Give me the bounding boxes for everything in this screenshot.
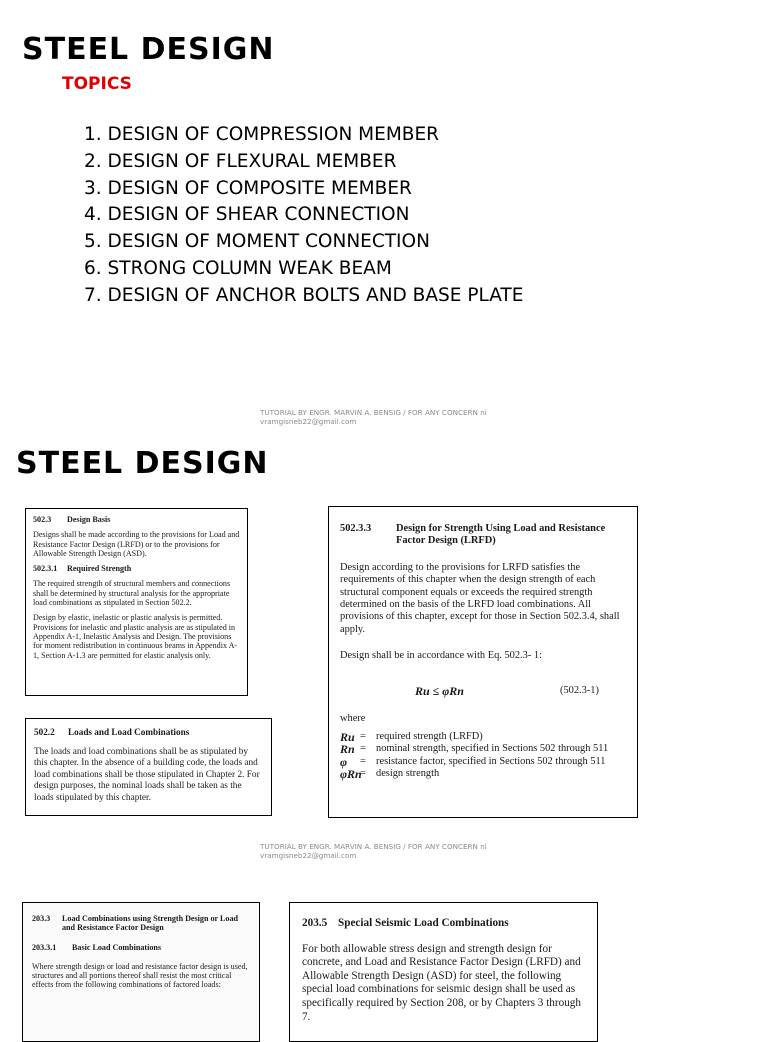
section-number: 203.5: [302, 917, 328, 929]
definition-row: φ = resistance factor, specified in Sections 502 through 511: [340, 756, 627, 768]
paragraph: Design by elastic, inelastic or plastic analysis is permitted. Provisions for inelastic and plastic analysis are as stipulated in Appendix A-1, Inelastic Analysis and Design. The provisions for moment redistribution in continuous beams in Appendix A-1, Section A-1.3 are permitted for elastic analysis only.: [33, 613, 238, 660]
paragraph: Design according to the provisions for LRFD satisfies the requirements of this chapter when the design strength of each structural component equals or exceeds the required strength determined on the basis of the LRFD load combinations. All provisions of this chapter, except for those in Section 502.3.4, shall apply.: [340, 561, 620, 635]
footer-credit: TUTORIAL BY ENGR. MARVIN A. BENSIG / FOR ANY CONCERN ni: [260, 408, 487, 417]
subsection-heading: Required Strength: [67, 564, 132, 574]
topic-item: 3. DESIGN OF COMPOSITE MEMBER: [84, 177, 412, 199]
section-heading: Load Combinations using Strength Design or Load and Resistance Factor Design: [62, 914, 239, 933]
topic-item: 1. DESIGN OF COMPRESSION MEMBER: [84, 124, 440, 145]
paragraph: Where strength design or load and resistance factor design is used, structures and all portions thereof shall resist the most critical effects from the following combinations of factored loads:: [32, 961, 248, 990]
section-502-2-excerpt: [25, 718, 272, 816]
topic-list: [84, 122, 523, 310]
lrfd-equation: Ru ≤ φRn: [415, 683, 464, 698]
symbol: φ: [340, 754, 348, 769]
definition-row: φRn = design strength: [340, 768, 627, 780]
slide2-footer: [260, 842, 520, 860]
paragraph: The loads and load combinations shall be as stipulated by this chapter. In the absence of a building code, the loads and load combinations shall be those stipulated in Chapter 2. For design purposes, the nominal loads shall be taken as the loads stipulated by this chapter.: [34, 746, 260, 803]
where-label: where: [340, 712, 366, 724]
definition: resistance factor, specified in Sections 502 through 511: [376, 755, 606, 767]
section-heading: Design Basis: [67, 515, 111, 524]
slide2-title: STEEL DESIGN: [16, 446, 269, 481]
section-heading: Special Seismic Load Combinations: [338, 917, 509, 929]
section-number: 203.3: [32, 914, 51, 923]
symbol: Ru: [340, 730, 355, 745]
symbol: Rn: [340, 742, 355, 757]
symbol: φRn: [340, 767, 362, 782]
section-502-3-excerpt: [25, 508, 248, 696]
definition: nominal strength, specified in Sections 502 through 511: [376, 743, 609, 755]
topic-item: 6. STRONG COLUMN WEAK BEAM: [84, 257, 392, 279]
slide1-footer: [260, 408, 520, 426]
paragraph: Designs shall be made according to the provisions for Load and Resistance Factor Design (LRFD) or to the provisions for Allowable Strength Design (ASD).: [33, 530, 240, 558]
equation-number: (502.3-1): [560, 684, 599, 696]
definition: required strength (LRFD): [376, 731, 483, 743]
section-502-3-3-excerpt: [328, 506, 638, 818]
footer-email: vramgisneb22@gmail.com: [260, 851, 357, 860]
footer-email: vramgisneb22@gmail.com: [260, 417, 357, 426]
topic-item: 7. DESIGN OF ANCHOR BOLTS AND BASE PLATE: [84, 284, 524, 306]
topics-subtitle: TOPICS: [62, 74, 132, 94]
topic-item: 4. DESIGN OF SHEAR CONNECTION: [84, 204, 410, 226]
section-number: 502.3: [33, 515, 52, 524]
paragraph: Design shall be in accordance with Eq. 502.3- 1:: [340, 650, 542, 662]
section-203-5-excerpt: [289, 902, 598, 1042]
slide1-title: STEEL DESIGN: [22, 32, 275, 67]
section-203-3-excerpt: [22, 902, 260, 1042]
topic-item: 2. DESIGN OF FLEXURAL MEMBER: [84, 150, 397, 172]
definition-row: Ru = required strength (LRFD): [340, 731, 627, 743]
topic-item: 5. DESIGN OF MOMENT CONNECTION: [84, 231, 430, 253]
paragraph: For both allowable stress design and strength design for concrete, and Load and Resistance Factor Design (LRFD) and Allowable Strength Design (ASD) for steel, the following special load combinations for seismic design shall be used as specifically required by Section 208, or by Chapters 3 through 7.: [302, 942, 581, 1023]
subsection-number: 203.3.1: [32, 942, 57, 952]
paragraph: The required strength of structural members and connections shall be determined by structural analysis for the appropriate load combinations as stipulated in Section 502.2.: [33, 579, 231, 608]
definition: design strength: [376, 768, 440, 780]
footer-credit: TUTORIAL BY ENGR. MARVIN A. BENSIG / FOR ANY CONCERN ni: [260, 842, 487, 851]
subsection-number: 502.3.1: [33, 564, 58, 574]
subsection-heading: Basic Load Combinations: [72, 942, 162, 952]
section-heading: Loads and Load Combinations: [68, 727, 190, 737]
section-number: 502.3.3: [340, 523, 372, 534]
section-heading: Design for Strength Using Load and Resistance Factor Design (LRFD): [396, 523, 606, 547]
section-number: 502.2: [34, 727, 55, 737]
definition-row: Rn = nominal strength, specified in Sections 502 through 511: [340, 743, 627, 755]
